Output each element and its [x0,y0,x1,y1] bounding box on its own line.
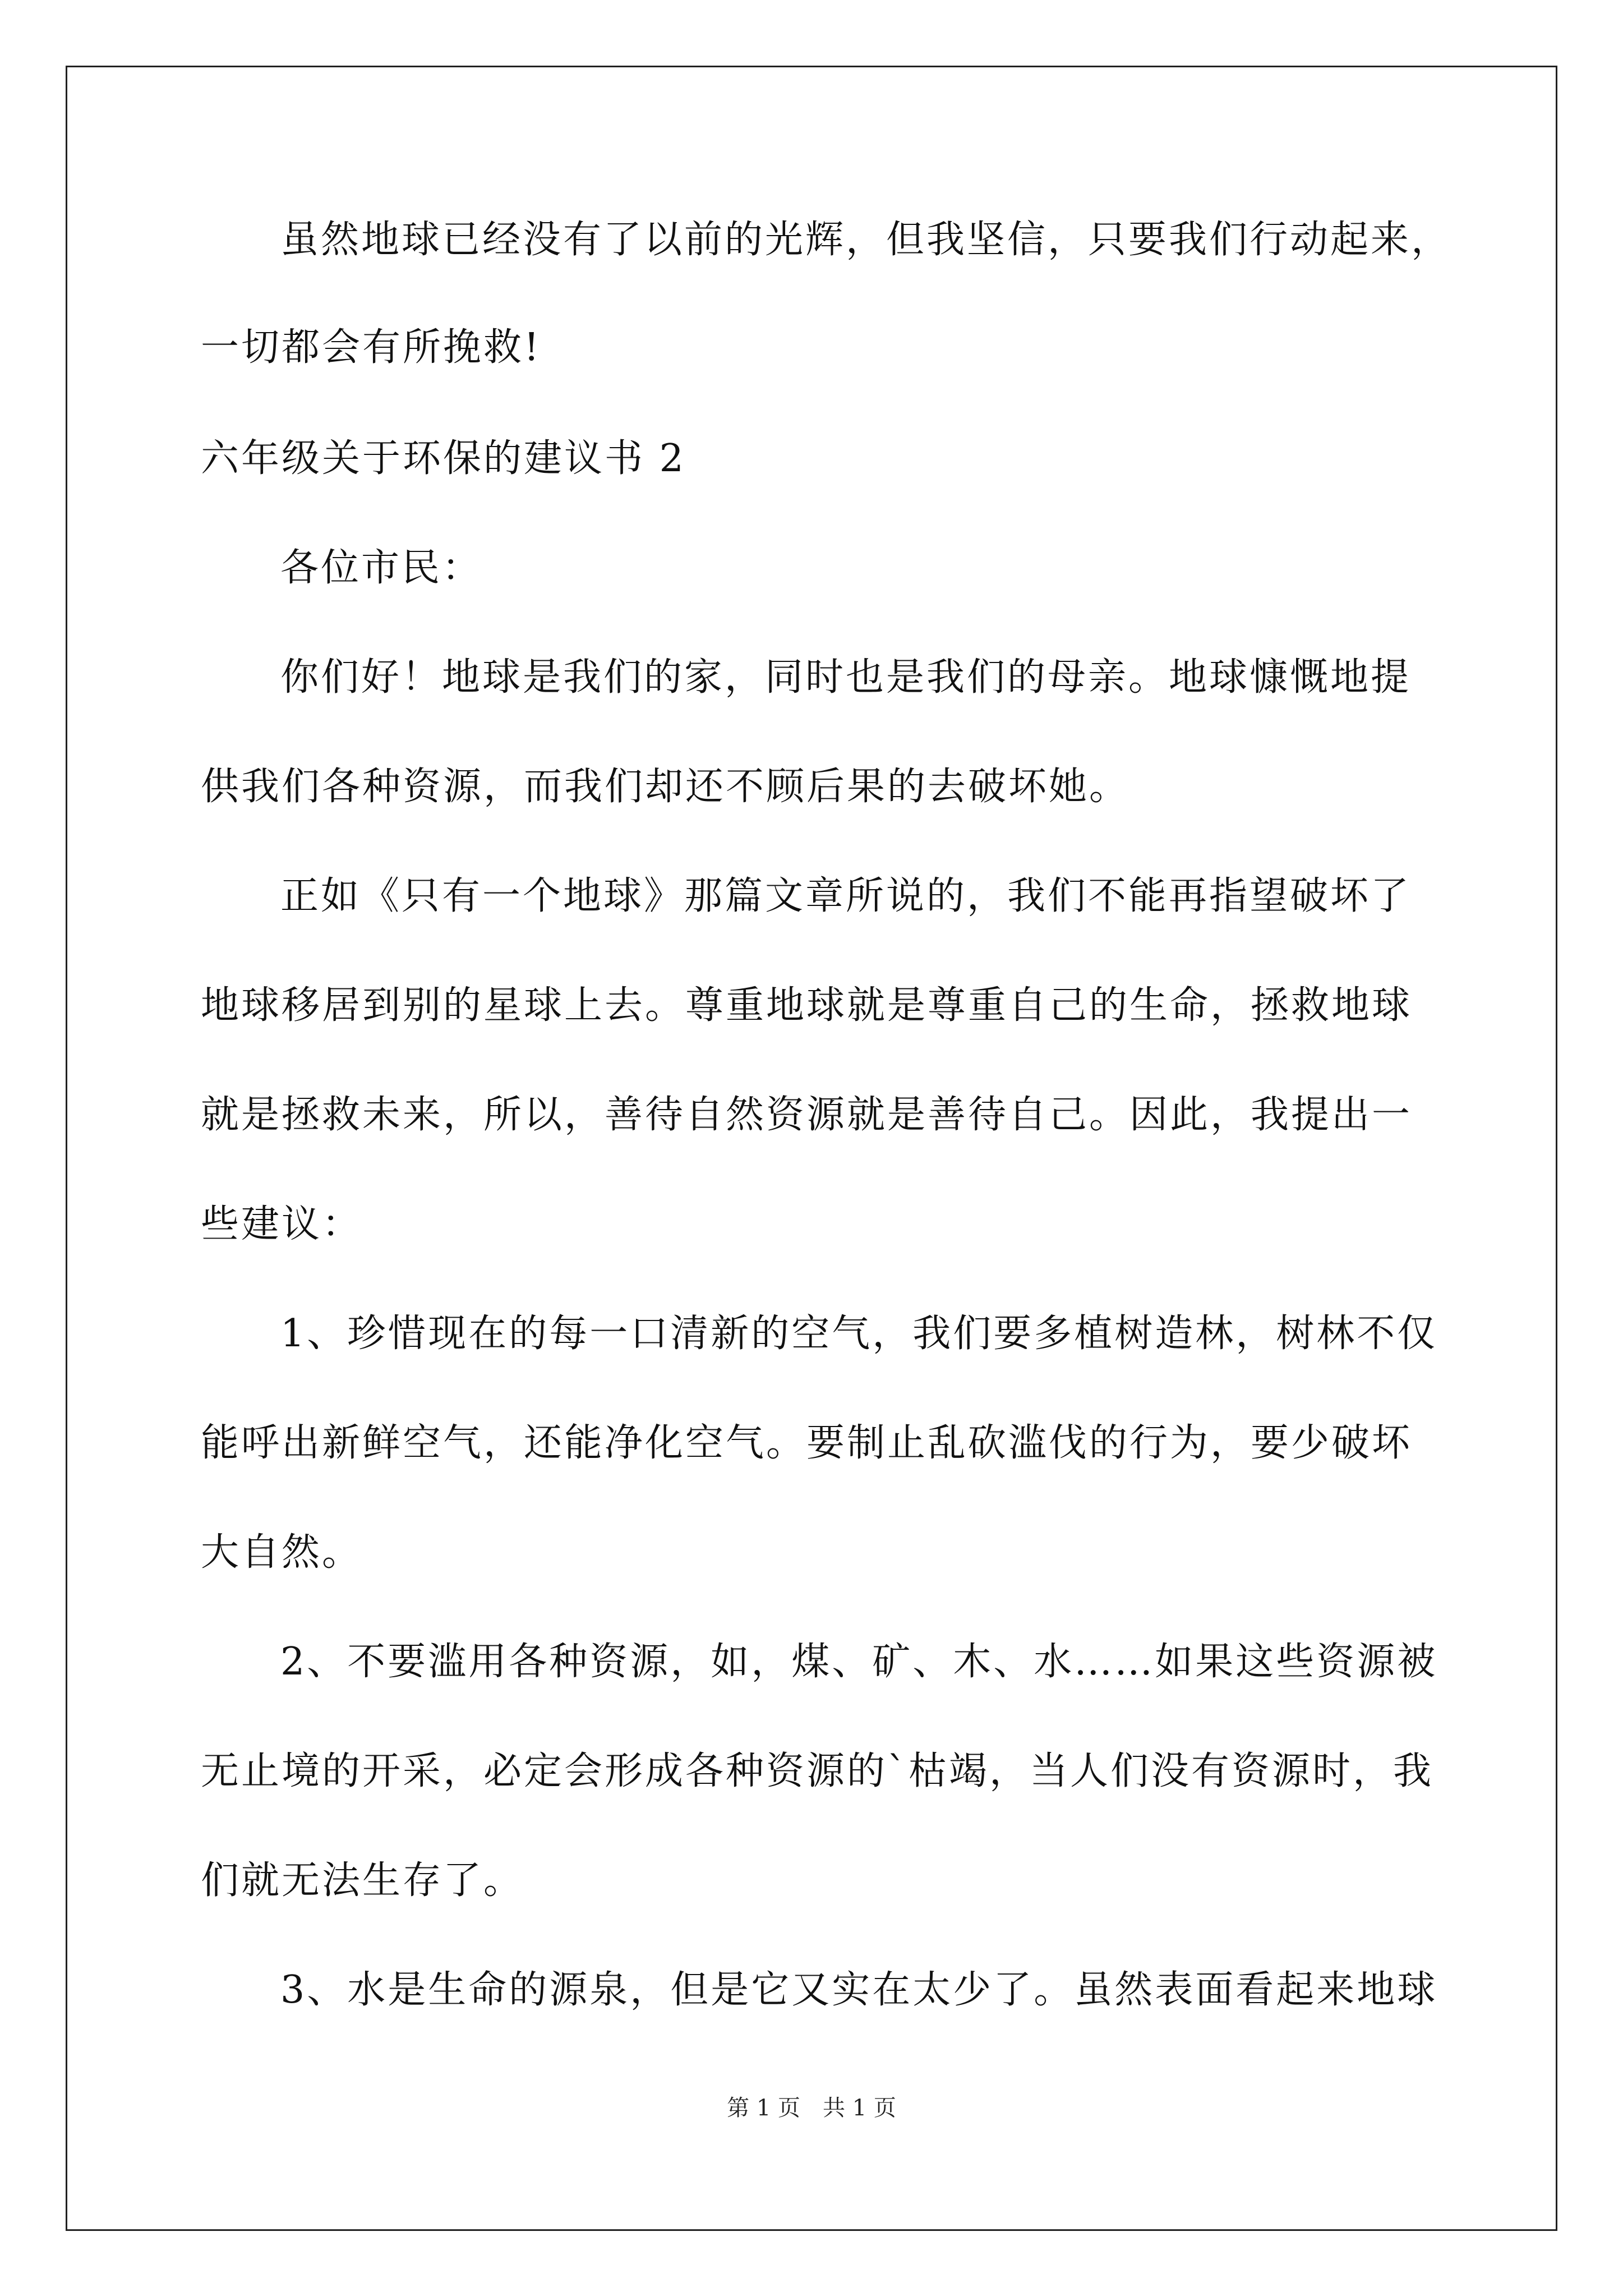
paragraph-line: 一切都会有所挽救! [201,325,542,370]
paragraph-line: 些建议： [201,1202,363,1246]
list-item-line: 大自然。 [201,1530,363,1575]
paragraph-line: 正如《只有一个地球》那篇文章所说的，我们不能再指望破坏了 [280,874,1412,918]
section-heading: 六年级关于环保的建议书 2 [201,436,686,481]
list-item-line: 无止境的开采，必定会形成各种资源的`枯竭，当人们没有资源时，我 [201,1749,1434,1793]
paragraph-line: 你们好！地球是我们的家，同时也是我们的母亲。地球慷慨地提 [280,655,1412,700]
paragraph-line: 就是拯救未来，所以，善待自然资源就是善待自己。因此，我提出一 [201,1093,1413,1137]
paragraph-line: 地球移居到别的星球上去。尊重地球就是尊重自己的生命，拯救地球 [201,983,1413,1028]
paragraph-line: 虽然地球已经没有了以前的光辉，但我坚信，只要我们行动起来， [280,218,1452,262]
list-item-line: 们就无法生存了。 [201,1858,524,1903]
paragraph-line: 供我们各种资源，而我们却还不顾后果的去破坏她。 [201,765,1130,809]
list-item-line: 能呼出新鲜空气，还能净化空气。要制止乱砍滥伐的行为，要少破坏 [201,1421,1413,1465]
list-item-line: 3、水是生命的源泉，但是它又实在太少了。虽然表面看起来地球 [280,1968,1438,2012]
list-item-line: 2、不要滥用各种资源，如，煤、矿、木、水……如果这些资源被 [280,1640,1438,1684]
list-item-line: 1、珍惜现在的每一口清新的空气，我们要多植树造林，树林不仅 [280,1312,1438,1356]
salutation: 各位市民： [280,546,483,590]
page-footer: 第 1 页 共 1 页 [727,2095,896,2121]
